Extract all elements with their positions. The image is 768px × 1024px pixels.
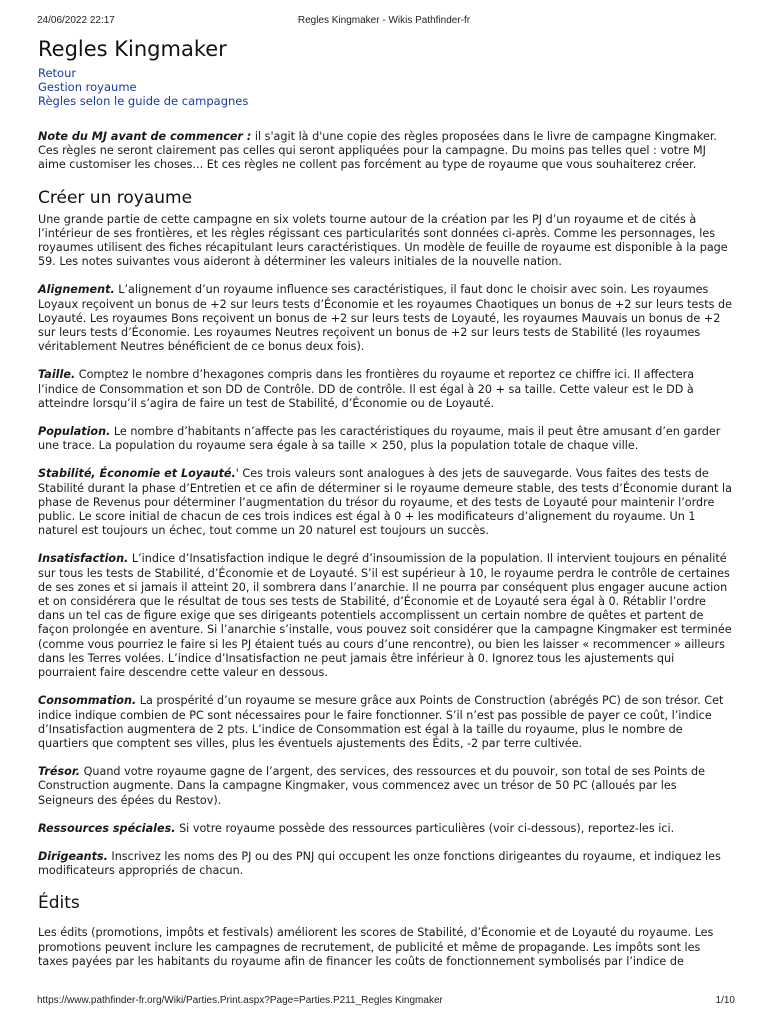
paragraph-text: Si votre royaume possède des ressources particulières (voir ci-dessous), reportez-les ici. [175, 821, 675, 835]
paragraph-stabilite [38, 467, 732, 538]
edits-text: Les édits (promotions, impôts et festivals) améliorent les scores de Stabilité, d’Économie et de Loyauté du royaume. Les promotions peuvent inclure les campagnes de recrutement, de publicité et même de propagande. Les impôts sont les taxes payées par les habitants du royaume afin de financer les coûts de fonctionnement symbolisés par l’indice de [38, 926, 714, 968]
paragraph-text: Comptez le nombre d’hexagones compris dans les frontières du royaume et reportez ce chiffre ici. Il affectera l’indice de Consommation et son DD de Contrôle. DD de contrôle. Il est égal à 20 + sa taille. Cette valeur est le DD à atteindre lorsqu’il s’agira de faire un test de Stabilité, d’Économie ou de Loyauté. [38, 368, 695, 410]
paragraph-tresor [38, 765, 732, 808]
paragraph-dirigeants [38, 850, 732, 878]
page-number: 1/10 [715, 995, 735, 1006]
link-gestion-royaume[interactable]: Gestion royaume [38, 80, 137, 94]
print-url: https://www.pathfinder-fr.org/Wiki/Parties.Print.aspx?Page=Parties.P211_Regles Kingmaker [37, 995, 443, 1006]
paragraph-lead: Insatisfaction. [38, 552, 129, 566]
link-retour[interactable]: Retour [38, 66, 77, 80]
print-date: 24/06/2022 22:17 [37, 15, 115, 26]
print-title: Regles Kingmaker - Wikis Pathfinder-fr [297, 15, 471, 26]
paragraph-population [38, 425, 732, 453]
paragraph-text: L’alignement d’un royaume influence ses caractéristiques, il faut donc le choisir avec soin. Les royaumes Loyaux reçoivent un bonus de +2 sur leurs tests d’Économie et les royaumes Chaotiques un bonus de +2 sur leurs tests de Loyauté. Les royaumes Bons reçoivent un bonus de +2 sur leurs tests de Loyauté, les royaumes Mauvais un bonus de +2 sur leurs tests d’Économie. Les royaumes Neutres reçoivent un bonus de +2 sur leurs tests de Stabilité (les royaumes véritablement Neutres bénéficient de ce bonus deux fois). [38, 283, 732, 354]
paragraph-consommation [38, 694, 732, 751]
section-heading-edits: Édits [38, 893, 80, 914]
paragraph-text: L’indice d’Insatisfaction indique le degré d’insoumission de la population. Il intervient toujours en pénalité sur tous les tests de Stabilité, d’Économie et de Loyauté. S’il est supérieur à 10, le royaume perdra le contrôle de certaines de ses zones et si jamais il atteint 20, il sombrera dans l’anarchie. Il ne pourra par conséquent plus engager aucune action et on considérera que le résultat de tous ses tests de Stabilité, d’Économie et de Loyauté sera égal à 0. Rétablir l’ordre dans un tel cas de figure exige que ses dirigeants potentiels accomplissent un certain nombre de quêtes et partent de façon prolongée en aventure. Si l’anarchie s’installe, vous pouvez soit considérer que la campagne Kingmaker est terminée (comme vous pourriez le faire si les PJ étaient tués au cours d’une rencontre), ou bien les laisser « recommencer » ailleurs dans les Terres volées. L’indice d’Insatisfaction ne peut jamais être inférieur à 0. Ignorez tous les ajustements qui pourraient faire descendre cette valeur en dessous. [38, 552, 732, 680]
gm-note [38, 130, 732, 173]
paragraph-text: ' Ces trois valeurs sont analogues à des jets de sauvegarde. Vous faites des tests de Stabilité durant la phase d’Entretien et ce afin de déterminer si le royaume demeure stable, des tests d’Économie durant la phase de Revenus pour déterminer l’augmentation du trésor du royaume, et des tests de Loyauté pour maintenir l’ordre public. Le score initial de chacun de ces trois indices est égal à 0 + les modificateurs d’alignement du royaume. Un 1 naturel est toujours un échec, tout comme un 20 naturel est toujours un succès. [38, 467, 732, 538]
gm-note-text: il s'agit là d'une copie des règles proposées dans le livre de campagne Kingmaker. Ces règles ne seront clairement pas celles qui seront appliquées pour la campagne. Du moins pas telles quel : votre MJ aime customiser les choses... Et ces règles ne collent pas forcément au type de royaume que vous souhaiterez créer. [38, 130, 717, 172]
paragraph-lead: Trésor. [38, 765, 81, 779]
section-intro: Une grande partie de cette campagne en six volets tourne autour de la création par les PJ d’un royaume et de cités à l’intérieur de ses frontières, et les règles régissant ces particularités sont données ci-après. Comme les personnages, les royaumes utilisent des fiches récapitulant leurs caractéristiques. Un modèle de feuille de royaume est disponible à la page 59. Les notes suivantes vous aideront à déterminer les valeurs initiales de la nouvelle nation. [38, 212, 728, 269]
paragraph-text: Le nombre d’habitants n’affecte pas les caractéristiques du royaume, mais il peut être amusant d’en garder une trace. La population du royaume sera égale à sa taille × 250, plus la population totale de chaque ville. [38, 425, 721, 453]
paragraph-lead: Alignement. [38, 283, 115, 297]
paragraph-lead: Population. [38, 425, 111, 439]
paragraph-insatisfaction [38, 552, 732, 680]
paragraph-lead: Stabilité, Économie et Loyauté. [38, 467, 236, 481]
paragraph-text: Quand votre royaume gagne de l’argent, des services, des ressources et du pouvoir, son total de ses Points de Construction augmente. Dans la campagne Kingmaker, vous commencez avec un trésor de 50 PC (alloués par les Seigneurs des épées du Restov). [38, 765, 705, 807]
nav-links [38, 66, 732, 108]
section-heading-creer-royaume: Créer un royaume [38, 187, 193, 208]
paragraph-lead: Ressources spéciales. [38, 821, 176, 835]
link-regles-guide[interactable]: Règles selon le guide de campagnes [38, 94, 249, 108]
paragraph-taille [38, 368, 732, 411]
print-footer [0, 995, 768, 1009]
gm-note-lead: Note du MJ avant de commencer : [38, 130, 252, 143]
paragraph-text: Inscrivez les noms des PJ ou des PNJ qui occupent les onze fonctions dirigeantes du royaume, et indiquez les modificateurs appropriés de chacun. [38, 849, 721, 878]
paragraph-lead: Dirigeants. [38, 849, 108, 863]
paragraph-lead: Consommation. [38, 694, 137, 708]
page-title: Regles Kingmaker [38, 37, 227, 61]
paragraph-text: La prospérité d’un royaume se mesure grâce aux Points de Construction (abrégés PC) de son trésor. Cet indice indique combien de PC sont nécessaires pour le faire fonctionner. S’il n’est pas possible de payer ce coût, l’indice d’Insatisfaction augmentera de 2 pts. L’indice de Consommation est égal à la taille du royaume, plus le nombre de quartiers que comptent ses villes, plus les éventuels ajustements des Édits, -2 par terre cultivée. [38, 694, 724, 750]
print-header [0, 15, 768, 29]
page-content [38, 36, 732, 983]
paragraph-lead: Taille. [38, 368, 76, 382]
paragraph-alignement [38, 283, 732, 354]
paragraph-ressources [38, 822, 732, 836]
